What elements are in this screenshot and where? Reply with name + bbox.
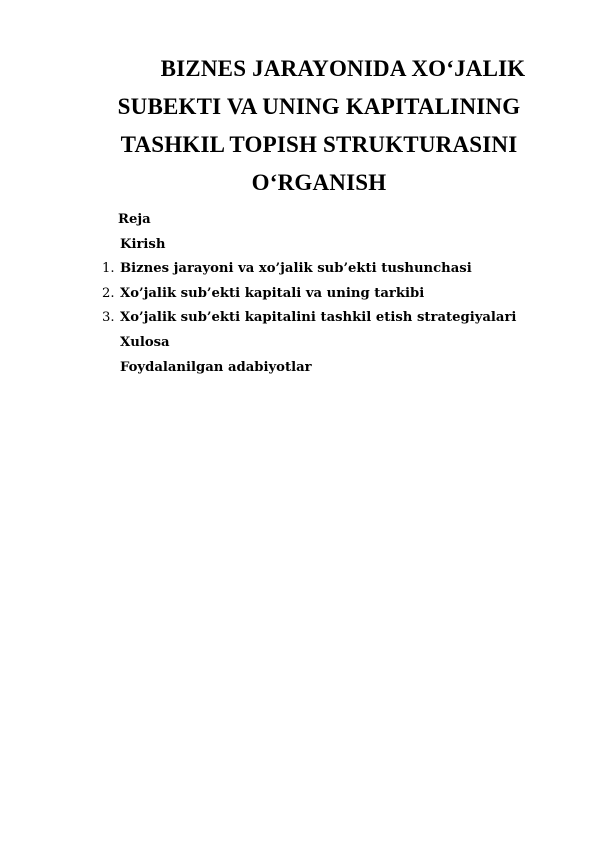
plan-item bbox=[88, 282, 558, 307]
title-line-3: TASHKIL TOPISH STRUKTURASINI bbox=[120, 132, 518, 157]
plan-conclusion: Xulosa bbox=[120, 334, 170, 350]
plan-list bbox=[88, 208, 558, 380]
plan-item-number: 3. bbox=[102, 310, 115, 326]
plan-heading: Reja bbox=[118, 212, 151, 227]
plan-item bbox=[88, 306, 558, 331]
plan-item-number: 1. bbox=[102, 261, 115, 277]
plan-references: Foydalanilgan adabiyotlar bbox=[120, 359, 312, 375]
title-line-4: O‘RGANISH bbox=[251, 170, 387, 195]
title-line-1: BIZNES JARAYONIDA XO‘JALIK bbox=[160, 56, 526, 81]
plan-item-label: Biznes jarayoni va xo’jalik sub’ekti tushunchasi bbox=[120, 261, 472, 277]
plan-item-label: Xo’jalik sub’ekti kapitali va uning tarkibi bbox=[120, 285, 425, 301]
plan-intro: Kirish bbox=[120, 236, 166, 252]
document-title bbox=[88, 50, 550, 202]
plan-item-label: Xo’jalik sub’ekti kapitalini tashkil etish strategiyalari bbox=[120, 310, 517, 326]
plan-item-number: 2. bbox=[102, 285, 115, 301]
plan-item bbox=[88, 257, 558, 282]
title-line-2: SUBEKTI VA UNING KAPITALINING bbox=[117, 94, 521, 119]
